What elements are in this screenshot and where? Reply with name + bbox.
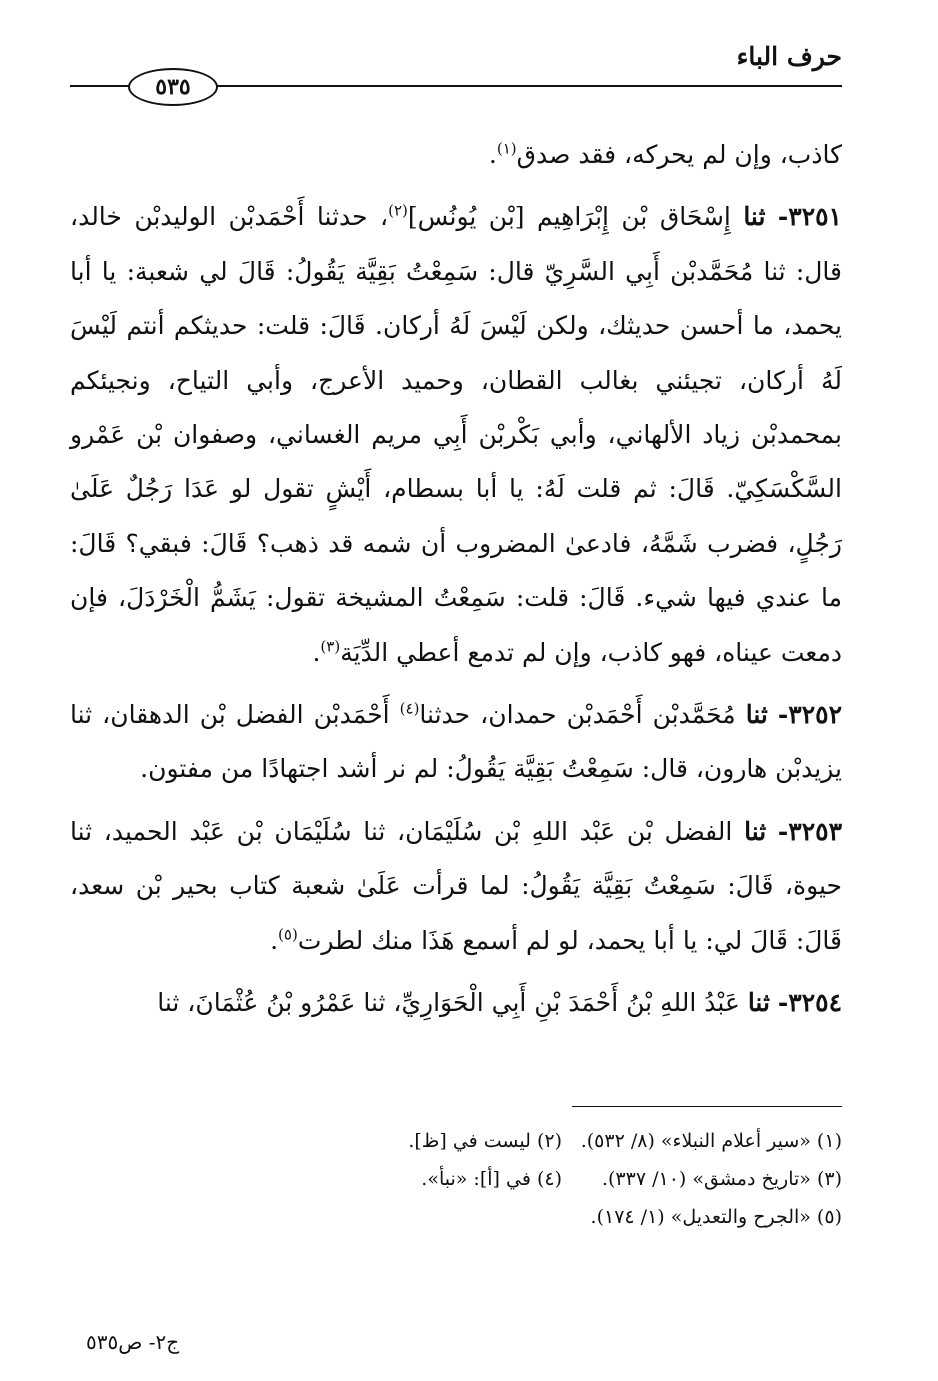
footnotes xyxy=(70,1122,842,1236)
page-number-badge xyxy=(128,68,218,106)
paragraph-text: . xyxy=(488,140,497,169)
narration-keyword: ثنا xyxy=(744,816,767,846)
paragraph-text: . xyxy=(270,925,279,955)
footnote-ref: (١) xyxy=(496,139,517,158)
footnote-ref: (٢) xyxy=(388,202,408,221)
paragraph-text: ، حدثنا أَحْمَدبْن الوليدبْن خالد، قال: ثنا مُحَمَّدبْن أَبِي السَّرِيّ قال: سَمِعْتُ بَقِيَّة يَقُولُ: قَالَ لي شعبة: يا أبا يحمد، ما أحسن حديثك، ولكن لَيْسَ لَهُ أركان. قَالَ: قلت: حديثكم أنتم لَيْسَ لَهُ أركان، تجيئني بغالب القطان، وحميد الأعرج، وأبي التياح، ونجيئكم بمحمدبْن زياد الألهاني، وأبي بَكْربْن أَبِي مريم الغساني، وصفوان بْن عَمْرو السَّكْسَكِيّ. قَالَ: ثم قلت لَهُ: يا أبا بسطام، أَيْشٍ تقول لو عَدَا رَجُلٌ عَلَىٰ رَجُلٍ، فضرب شَمَّهُ، فادعىٰ المضروب أن شمه قد ذهب؟ قَالَ: فبقي؟ قَالَ: ما عندي فيها شيء. قَالَ: قلت: سَمِعْتُ المشيخة تقول: يَشَمُّ الْخَرْدَلَ، فإن دمعت عيناه، فهو كاذب، وإن لم تدمع أعطي الدِّيَة xyxy=(70,202,842,667)
paragraph-text: مُحَمَّدبْن أَحْمَدبْن حمدان، حدثنا xyxy=(419,700,746,730)
paragraph-text: . xyxy=(312,637,321,667)
footnote-row xyxy=(70,1122,842,1160)
paragraph xyxy=(70,190,842,680)
entry-number: ٣٢٥٢- xyxy=(777,700,842,730)
narration-keyword: ثنا xyxy=(743,202,766,232)
footnote-ref: (٥) xyxy=(278,925,298,944)
footnote-ref: (٣) xyxy=(320,637,341,656)
paragraph-text: الفضل بْن عَبْد اللهِ بْن سُلَيْمَان، ثنا سُلَيْمَان بْن عَبْد الحميد، ثنا حيوة، قَالَ: سَمِعْتُ بَقِيَّة يَقُولُ: لما قرأت عَلَىٰ شعبة كتاب بحير بْن سعد، قَالَ: قَالَ لي: يا أبا يحمد، لو لم أسمع هَذَا منك لطرت xyxy=(70,816,842,955)
paragraph xyxy=(70,805,842,968)
footnote-row xyxy=(70,1160,842,1198)
page-header xyxy=(0,0,938,110)
volume-page-label: ج٢- ص٥٣٥ xyxy=(86,1330,180,1354)
narration-keyword: ثنا xyxy=(745,700,768,730)
page-number: ٥٣٥ xyxy=(155,74,191,100)
entry-number: ٣٢٥٣- xyxy=(777,816,843,846)
narration-keyword: ثنا xyxy=(747,988,770,1018)
chapter-title: حرف الباء xyxy=(736,42,842,71)
entry-number: ٣٢٥٤- xyxy=(777,988,842,1018)
page-footer xyxy=(86,1330,179,1354)
paragraph xyxy=(70,128,842,182)
paragraph-text: كاذب، وإن لم يحركه، فقد صدق xyxy=(516,140,842,169)
footnote-row xyxy=(70,1198,842,1236)
paragraph-text: عَبْدُ اللهِ بْنُ أَحْمَدَ بْنِ أَبِي الْحَوَارِيِّ، ثنا عَمْرُو بْنُ عُثْمَانَ، ثنا xyxy=(157,988,748,1018)
paragraph xyxy=(70,688,842,797)
paragraph-text: إِسْحَاق بْن إِبْرَاهِيم [بْن يُونُس] xyxy=(407,202,744,232)
footnote: (٢) ليست في [ظ]. xyxy=(408,1130,562,1152)
paragraph-text: أَحْمَدبْن الفضل بْن الدهقان، ثنا يزيدبْن هارون، قال: سَمِعْتُ بَقِيَّة يَقُولُ: لم نر أشد اجتهادًا من مفتون. xyxy=(70,700,842,784)
footnote: (١) «سير أعلام النبلاء» (٨/ ٥٣٢). xyxy=(580,1130,842,1152)
footnote: (٣) «تاريخ دمشق» (١٠/ ٣٣٧). xyxy=(601,1168,842,1190)
footnote: (٤) في [أ]: «نبأ». xyxy=(421,1168,562,1190)
entry-number: ٣٢٥١- xyxy=(777,202,842,232)
footnote-separator xyxy=(572,1106,842,1107)
footnote: (٥) «الجرح والتعديل» (١/ ١٧٤). xyxy=(590,1206,842,1228)
main-text xyxy=(70,128,842,1039)
footnote-ref: (٤) xyxy=(399,699,420,718)
paragraph xyxy=(70,976,842,1030)
